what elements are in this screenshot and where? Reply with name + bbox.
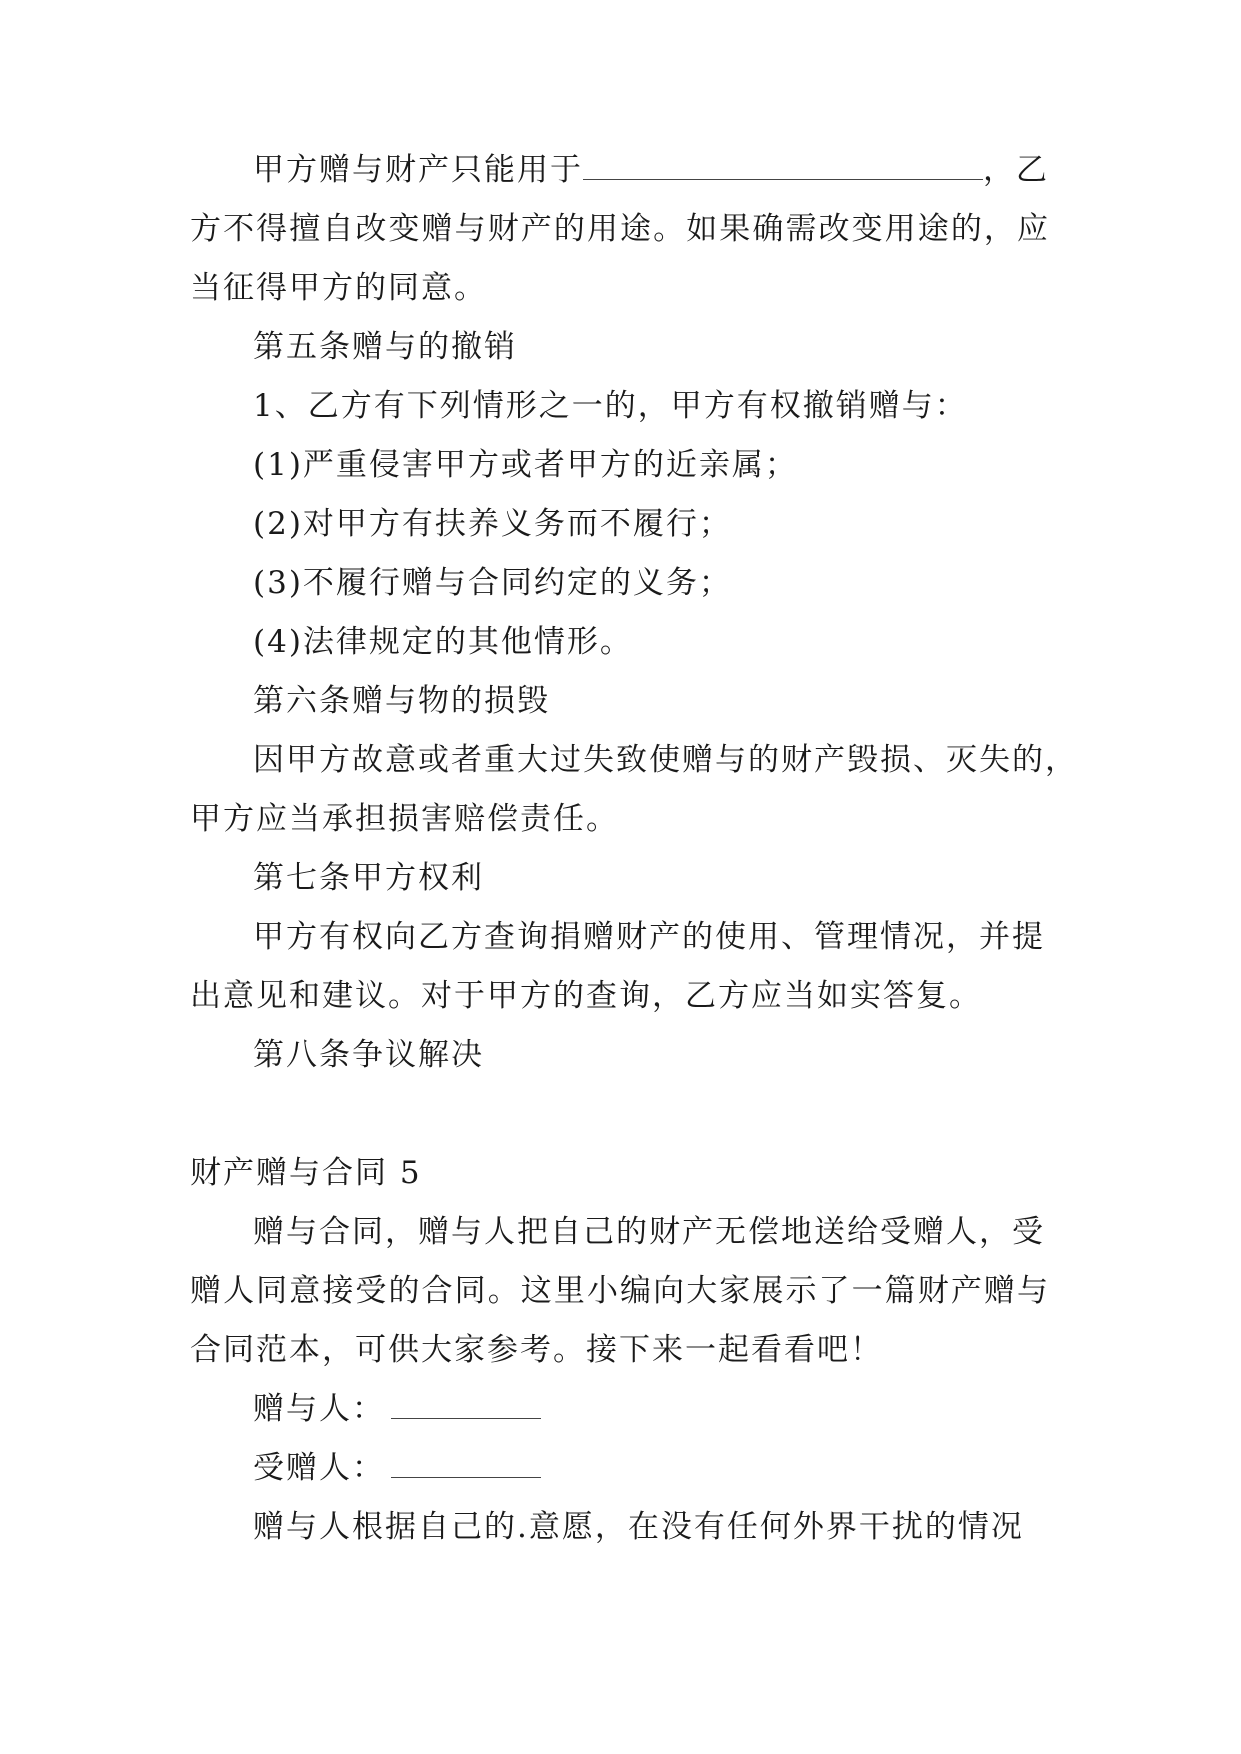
list-item: (4)法律规定的其他情形。	[253, 624, 633, 660]
section-title: 财产赠与合同 5	[190, 1155, 422, 1191]
paragraph-line: 甲方应当承担损害赔偿责任。	[190, 801, 619, 837]
donor-blank	[391, 1390, 541, 1419]
paragraph-line	[253, 150, 1113, 190]
donee-field	[253, 1448, 1113, 1488]
article-heading: 第八条争议解决	[253, 1037, 484, 1073]
line-text: ，乙	[983, 152, 1049, 188]
list-item: (1)严重侵害甲方或者甲方的近亲属；	[253, 447, 798, 483]
line-text: 甲方赠与财产只能用于	[253, 152, 583, 188]
donee-blank	[391, 1449, 541, 1478]
donor-label: 赠与人：	[253, 1391, 385, 1427]
paragraph-line: 当征得甲方的同意。	[190, 270, 487, 306]
article-heading: 第五条赠与的撤销	[253, 329, 517, 365]
paragraph-line: 1、乙方有下列情形之一的，甲方有权撤销赠与：	[253, 388, 968, 424]
paragraph-line: 赠人同意接受的合同。这里小编向大家展示了一篇财产赠与	[190, 1273, 1050, 1309]
paragraph-line: 合同范本，可供大家参考。接下来一起看看吧！	[190, 1332, 883, 1368]
list-item: (2)对甲方有扶养义务而不履行；	[253, 506, 732, 542]
fill-in-blank	[583, 151, 983, 180]
list-item: (3)不履行赠与合同约定的义务；	[253, 565, 732, 601]
paragraph-line: 甲方有权向乙方查询捐赠财产的使用、管理情况，并提	[253, 919, 1045, 955]
paragraph-line: 方不得擅自改变赠与财产的用途。如果确需改变用途的，应	[190, 211, 1050, 247]
paragraph-line: 出意见和建议。对于甲方的查询，乙方应当如实答复。	[190, 978, 982, 1014]
article-heading: 第六条赠与物的损毁	[253, 683, 550, 719]
donee-label: 受赠人：	[253, 1450, 385, 1486]
paragraph-line: 赠与人根据自己的.意愿，在没有任何外界干扰的情况	[253, 1509, 1024, 1545]
paragraph-line: 因甲方故意或者重大过失致使赠与的财产毁损、灭失的，	[253, 742, 1078, 778]
article-heading: 第七条甲方权利	[253, 860, 484, 896]
donor-field	[253, 1389, 1113, 1429]
paragraph-line: 赠与合同，赠与人把自己的财产无偿地送给受赠人，受	[253, 1214, 1045, 1250]
